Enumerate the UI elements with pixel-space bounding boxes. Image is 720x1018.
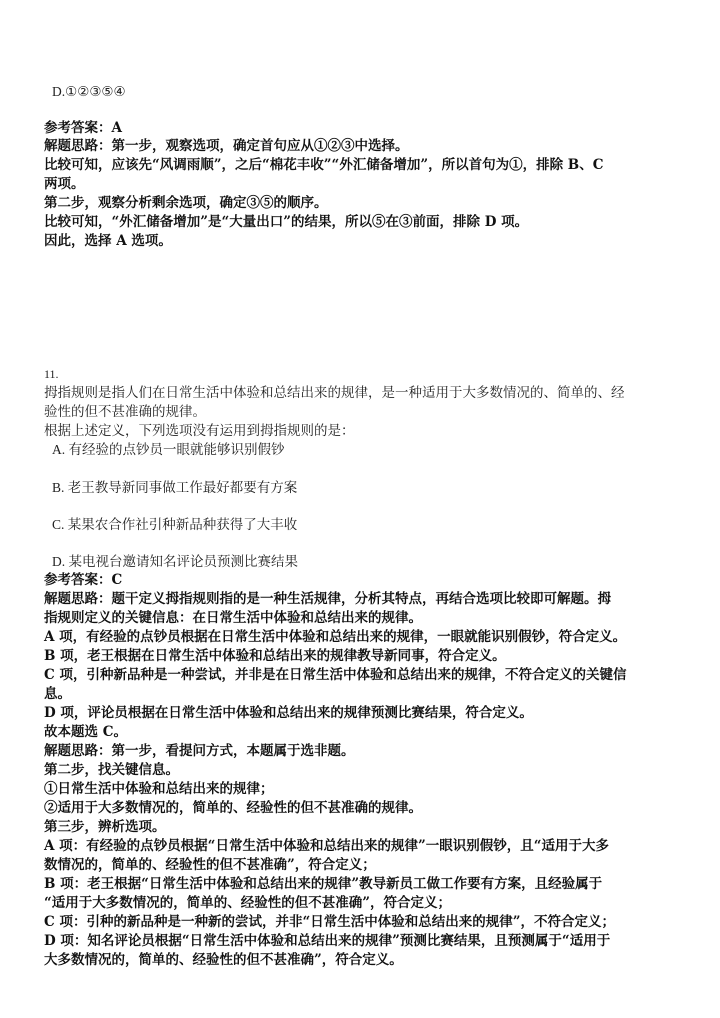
analysis-line: C 项，引种新品种是一种尝试，并非是在日常生活中体验和总结出来的规律，不符合定义的关键信 [44, 667, 627, 683]
analysis-line: 两项。 [44, 176, 85, 192]
analysis-line: 比较可知，“外汇储备增加”是“大量出口”的结果，所以⑤在③前面，排除 D 项。 [44, 214, 529, 230]
analysis-line: 第二步，找关键信息。 [44, 762, 179, 778]
analysis-line: C 项：引种的新品种是一种新的尝试，并非“日常生活中体验和总结出来的规律”，不符合定义； [44, 914, 615, 930]
analysis-line: “适用于大多数情况的，简单的、经验性的但不甚准确”，符合定义； [44, 895, 452, 911]
analysis-line: 数情况的，简单的、经验性的但不甚准确”，符合定义； [44, 857, 376, 873]
question-stem: 拇指规则是指人们在日常生活中体验和总结出来的规律，是一种适用于大多数情况的、简单的、经 [44, 385, 625, 400]
analysis-line: 解题思路：题干定义拇指规则指的是一种生活规律，分析其特点，再结合选项比较即可解题。拇 [44, 591, 611, 607]
analysis-line: D 项，评论员根据在日常生活中体验和总结出来的规律预测比赛结果，符合定义。 [44, 705, 533, 721]
question-number: 11. [44, 367, 59, 381]
answer-label: 参考答案：C [44, 572, 123, 588]
analysis-line: B 项，老王根据在日常生活中体验和总结出来的规律教导新同事，符合定义。 [44, 648, 506, 664]
analysis-line: ②适用于大多数情况的，简单的、经验性的但不甚准确的规律。 [44, 800, 422, 816]
analysis-line: A 项：有经验的点钞员根据“日常生活中体验和总结出来的规律”一眼识别假钞，且“适用于大多 [44, 838, 609, 854]
analysis-line: ①日常生活中体验和总结出来的规律； [44, 781, 274, 797]
analysis-line: 故本题选 C。 [44, 724, 127, 740]
question-prompt: 根据上述定义，下列选项没有运用到拇指规则的是： [44, 423, 355, 438]
option-b: B. 老王教导新同事做工作最好都要有方案 [52, 480, 298, 495]
analysis-line: 因此，选择 A 选项。 [44, 233, 172, 249]
analysis-line: 解题思路：第一步，观察选项，确定首句应从①②③中选择。 [44, 138, 409, 154]
analysis-line: 息。 [44, 686, 71, 702]
option-d: D.①②③⑤④ [52, 84, 126, 99]
analysis-line: 大多数情况的，简单的、经验性的但不甚准确”，符合定义。 [44, 952, 403, 968]
analysis-line: 第三步，辨析选项。 [44, 819, 166, 835]
analysis-line: 比较可知，应该先“风调雨顺”，之后“棉花丰收”“外汇储备增加”，所以首句为①，排除 B、C [44, 157, 604, 173]
question-stem: 验性的但不甚准确的规律。 [44, 404, 206, 419]
analysis-line: 解题思路：第一步，看提问方式，本题属于选非题。 [44, 743, 355, 759]
answer-label: 参考答案：A [44, 120, 122, 136]
analysis-line: A 项，有经验的点钞员根据在日常生活中体验和总结出来的规律，一眼就能识别假钞，符合定义。 [44, 629, 627, 645]
option-c: C. 某果农合作社引种新品种获得了大丰收 [52, 517, 298, 532]
option-d: D. 某电视台邀请知名评论员预测比赛结果 [52, 554, 298, 569]
analysis-line: B 项：老王根据“日常生活中体验和总结出来的规律”教导新员工做工作要有方案，且经验属于 [44, 876, 603, 892]
option-a: A. 有经验的点钞员一眼就能够识别假钞 [52, 442, 285, 457]
analysis-line: 指规则定义的关键信息：在日常生活中体验和总结出来的规律。 [44, 610, 422, 626]
analysis-line: 第二步，观察分析剩余选项，确定③⑤的顺序。 [44, 195, 328, 211]
analysis-line: D 项：知名评论员根据“日常生活中体验和总结出来的规律”预测比赛结果，且预测属于“适用于 [44, 933, 611, 949]
